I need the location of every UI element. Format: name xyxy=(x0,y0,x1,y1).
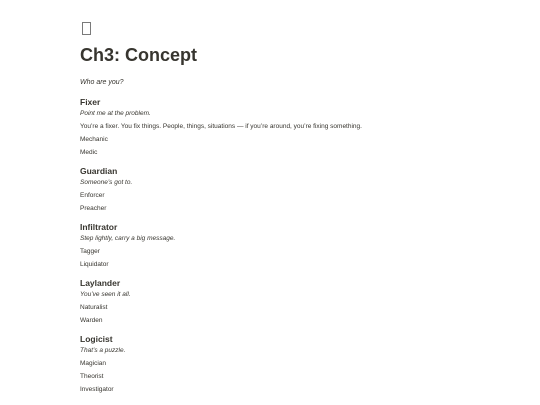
concept-section xyxy=(80,96,500,159)
concept-section xyxy=(80,221,500,271)
concept-section xyxy=(80,277,500,327)
page-icon[interactable] xyxy=(82,22,91,35)
section-tagline: Someone’s got to. xyxy=(80,179,133,186)
section-heading: Guardian xyxy=(80,166,118,176)
concept-section xyxy=(80,165,500,215)
concept-item: Preacher xyxy=(80,205,107,212)
section-heading: Logicist xyxy=(80,334,113,344)
section-tagline: Step lightly, carry a big message. xyxy=(80,235,176,242)
section-heading: Infiltrator xyxy=(80,222,118,232)
concept-item: Mechanic xyxy=(80,136,108,143)
section-tagline: That’s a puzzle. xyxy=(80,347,126,354)
concept-item: Naturalist xyxy=(80,304,108,311)
concept-item: Investigator xyxy=(80,386,114,393)
concept-item: Enforcer xyxy=(80,192,105,199)
concept-item: Theorist xyxy=(80,373,104,380)
section-heading: Laylander xyxy=(80,278,121,288)
section-description: You’re a fixer. You fix things. People, things, situations — if you’re around, you’re fixing something. xyxy=(80,123,362,130)
page-intro: Who are you? xyxy=(80,79,124,86)
concept-item: Warden xyxy=(80,317,103,324)
page-title: Ch3: Concept xyxy=(80,45,197,65)
concept-section xyxy=(80,333,500,396)
section-heading: Fixer xyxy=(80,97,101,107)
section-tagline: You’ve seen it all. xyxy=(80,291,131,298)
concept-item: Tagger xyxy=(80,248,100,255)
section-tagline: Point me at the problem. xyxy=(80,110,151,117)
concept-item: Magician xyxy=(80,360,107,367)
concept-item: Medic xyxy=(80,149,98,156)
concept-item: Liquidator xyxy=(80,261,109,268)
concept-sections xyxy=(80,96,500,402)
